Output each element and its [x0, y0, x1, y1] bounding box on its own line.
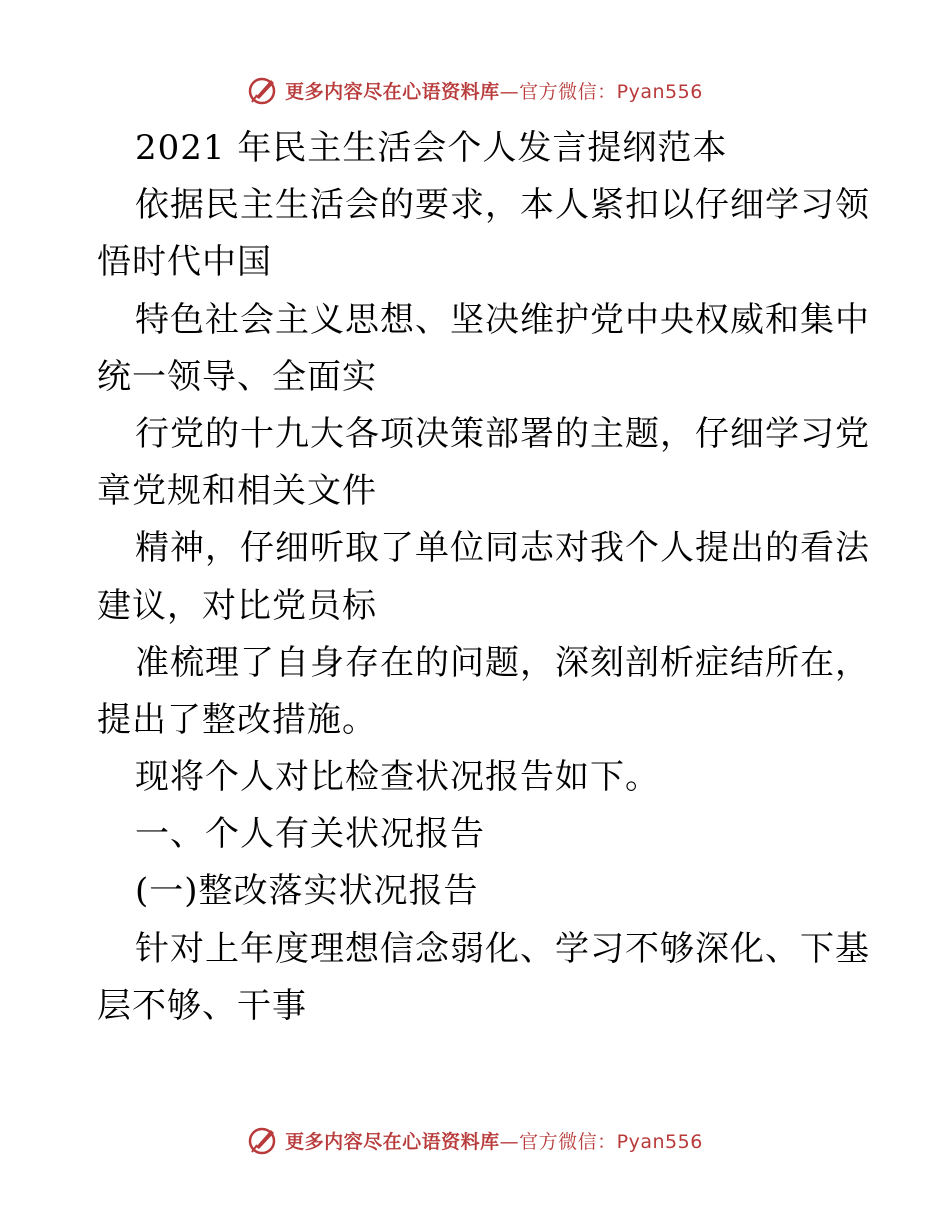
text-line: 建议，对比党员标 [97, 585, 377, 626]
text-line: 行党的十九大各项决策部署的主题，仔细学习党 [135, 413, 870, 454]
text-line: 统一领导、全面实 [97, 356, 377, 397]
text-line: 层不够、干事 [97, 985, 307, 1026]
document-title: 2021 年民主生活会个人发言提纲范本 [135, 128, 728, 168]
text-line: 现将个人对比检查状况报告如下。 [135, 757, 660, 798]
text-line: 精神，仔细听取了单位同志对我个人提出的看法 [135, 528, 870, 569]
document-body [97, 120, 870, 1035]
banner-main-text: 更多内容尽在心语资料库 [285, 1130, 500, 1153]
banner-main-text: 更多内容尽在心语资料库 [285, 80, 500, 103]
text-line: 提出了整改措施。 [97, 699, 377, 740]
text-line: 依据民主生活会的要求，本人紧扣以仔细学习领 [135, 185, 870, 226]
text-line: 特色社会主义思想、坚决维护党中央权威和集中 [135, 299, 870, 340]
footer-banner [0, 1120, 950, 1160]
text-line: (一)整改落实状况报告 [135, 871, 479, 912]
quill-seal-icon [247, 73, 281, 107]
quill-seal-icon [247, 1123, 281, 1157]
banner-wechat-text: 官方微信：Pyan556 [519, 80, 703, 103]
text-line: 悟时代中国 [97, 242, 272, 283]
banner-separator: — [499, 1130, 520, 1153]
text-line: 针对上年度理想信念弱化、学习不够深化、下基 [135, 928, 870, 969]
banner-separator: — [499, 80, 520, 103]
text-line: 准梳理了自身存在的问题，深刻剖析症结所在， [135, 642, 870, 683]
text-line: 章党规和相关文件 [97, 471, 377, 512]
banner-wechat-text: 官方微信：Pyan556 [519, 1130, 703, 1153]
text-line: 一、个人有关状况报告 [135, 814, 485, 855]
header-banner [0, 70, 950, 110]
